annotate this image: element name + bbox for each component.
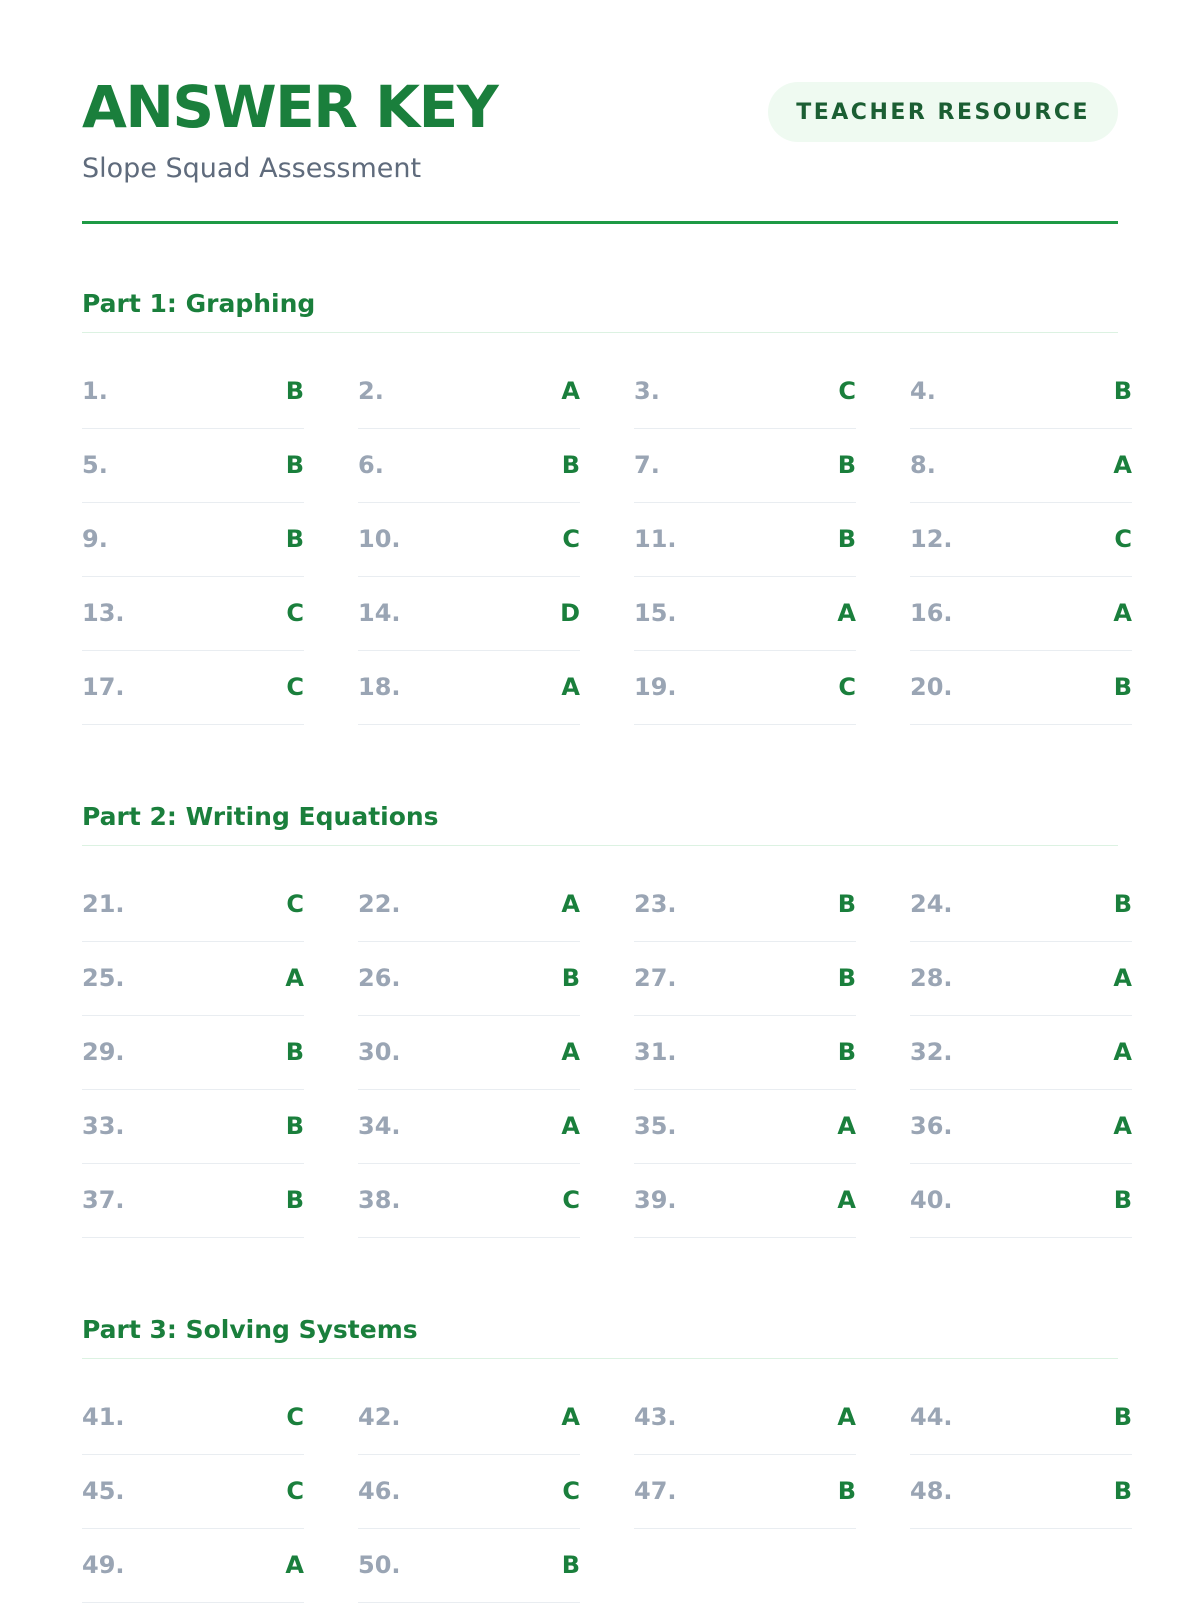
answer-letter: B	[1113, 889, 1132, 918]
answer-item	[910, 577, 1132, 651]
answer-letter: A	[1113, 963, 1132, 992]
answer-letter: B	[837, 1037, 856, 1066]
section-title: Part 3: Solving Systems	[82, 1290, 1118, 1359]
answer-letter: B	[1113, 1402, 1132, 1431]
answer-item	[634, 355, 856, 429]
question-number: 40.	[910, 1185, 953, 1214]
answer-grid	[82, 355, 1132, 725]
answer-letter: B	[285, 376, 304, 405]
answer-letter: A	[561, 889, 580, 918]
question-number: 25.	[82, 963, 125, 992]
answer-letter: B	[561, 1550, 580, 1579]
question-number: 14.	[358, 598, 401, 627]
answer-item	[634, 1016, 856, 1090]
answer-item	[358, 868, 580, 942]
answer-item	[634, 1455, 856, 1529]
answer-grid	[82, 868, 1132, 1238]
answer-item	[82, 942, 304, 1016]
answer-item	[82, 1016, 304, 1090]
answer-item	[82, 577, 304, 651]
answer-item	[82, 1164, 304, 1238]
question-number: 19.	[634, 672, 677, 701]
answer-letter: B	[1113, 376, 1132, 405]
answer-letter: A	[285, 963, 304, 992]
answer-letter: B	[285, 1185, 304, 1214]
question-number: 15.	[634, 598, 677, 627]
answer-item	[634, 1164, 856, 1238]
answer-item	[910, 942, 1132, 1016]
answer-letter: A	[1113, 1111, 1132, 1140]
answer-letter: A	[561, 672, 580, 701]
question-number: 11.	[634, 524, 677, 553]
answer-item	[358, 503, 580, 577]
answer-letter: C	[1114, 524, 1132, 553]
question-number: 33.	[82, 1111, 125, 1140]
answer-item	[82, 429, 304, 503]
question-number: 23.	[634, 889, 677, 918]
answer-letter: D	[560, 598, 580, 627]
question-number: 21.	[82, 889, 125, 918]
question-number: 29.	[82, 1037, 125, 1066]
question-number: 41.	[82, 1402, 125, 1431]
page-title: ANSWER KEY	[82, 73, 498, 141]
answer-item	[634, 942, 856, 1016]
question-number: 27.	[634, 963, 677, 992]
answer-letter: A	[561, 376, 580, 405]
answer-item	[910, 1016, 1132, 1090]
question-number: 39.	[634, 1185, 677, 1214]
answer-letter: A	[1113, 450, 1132, 479]
question-number: 12.	[910, 524, 953, 553]
question-number: 38.	[358, 1185, 401, 1214]
question-number: 35.	[634, 1111, 677, 1140]
answer-letter: A	[837, 1111, 856, 1140]
question-number: 3.	[634, 376, 660, 405]
question-number: 9.	[82, 524, 108, 553]
question-number: 17.	[82, 672, 125, 701]
answer-item	[634, 1381, 856, 1455]
answer-letter: C	[562, 524, 580, 553]
answer-letter: C	[562, 1185, 580, 1214]
section-writing-equations	[82, 777, 1132, 1238]
question-number: 4.	[910, 376, 936, 405]
answer-letter: C	[562, 1476, 580, 1505]
answer-item	[910, 1381, 1132, 1455]
answer-letter: A	[837, 598, 856, 627]
answer-item	[910, 651, 1132, 725]
question-number: 34.	[358, 1111, 401, 1140]
answer-item	[358, 1381, 580, 1455]
answer-letter: C	[286, 672, 304, 701]
question-number: 6.	[358, 450, 384, 479]
question-number: 45.	[82, 1476, 125, 1505]
answer-letter: B	[285, 450, 304, 479]
teacher-resource-badge: TEACHER RESOURCE	[768, 82, 1118, 142]
answer-item	[910, 868, 1132, 942]
question-number: 31.	[634, 1037, 677, 1066]
answer-letter: B	[561, 450, 580, 479]
answer-item	[82, 355, 304, 429]
answer-item	[358, 1090, 580, 1164]
answer-item	[82, 503, 304, 577]
answer-letter: A	[285, 1550, 304, 1579]
answer-letter: C	[286, 1402, 304, 1431]
answer-letter: C	[286, 598, 304, 627]
answer-item	[910, 355, 1132, 429]
answer-item	[82, 868, 304, 942]
answer-item	[634, 429, 856, 503]
section-title: Part 2: Writing Equations	[82, 777, 1118, 846]
answer-item	[358, 429, 580, 503]
question-number: 5.	[82, 450, 108, 479]
answer-letter: C	[286, 889, 304, 918]
answer-letter: B	[561, 963, 580, 992]
answer-item	[634, 503, 856, 577]
answer-grid	[82, 1381, 1132, 1603]
answer-item	[82, 1455, 304, 1529]
page-subtitle: Slope Squad Assessment	[82, 153, 422, 184]
question-number: 37.	[82, 1185, 125, 1214]
question-number: 48.	[910, 1476, 953, 1505]
answer-item	[358, 355, 580, 429]
answer-item	[910, 1090, 1132, 1164]
answer-item	[634, 868, 856, 942]
answer-letter: B	[1113, 1185, 1132, 1214]
question-number: 8.	[910, 450, 936, 479]
question-number: 30.	[358, 1037, 401, 1066]
question-number: 2.	[358, 376, 384, 405]
answer-letter: A	[561, 1111, 580, 1140]
answer-item	[82, 1381, 304, 1455]
answer-item	[910, 503, 1132, 577]
question-number: 44.	[910, 1402, 953, 1431]
question-number: 43.	[634, 1402, 677, 1431]
answer-item	[358, 1164, 580, 1238]
answer-letter: A	[837, 1185, 856, 1214]
answer-letter: A	[837, 1402, 856, 1431]
answer-item	[634, 1090, 856, 1164]
question-number: 42.	[358, 1402, 401, 1431]
question-number: 24.	[910, 889, 953, 918]
answer-item	[358, 1455, 580, 1529]
answer-letter: C	[838, 376, 856, 405]
answer-letter: B	[285, 1037, 304, 1066]
answer-letter: A	[561, 1037, 580, 1066]
question-number: 13.	[82, 598, 125, 627]
question-number: 26.	[358, 963, 401, 992]
question-number: 7.	[634, 450, 660, 479]
question-number: 20.	[910, 672, 953, 701]
answer-item	[358, 1529, 580, 1603]
answer-letter: C	[838, 672, 856, 701]
answer-item	[358, 577, 580, 651]
answer-letter: A	[1113, 598, 1132, 627]
answer-letter: B	[837, 963, 856, 992]
answer-item	[82, 1529, 304, 1603]
question-number: 32.	[910, 1037, 953, 1066]
answer-item	[910, 1164, 1132, 1238]
section-title: Part 1: Graphing	[82, 264, 1118, 333]
section-solving-systems	[82, 1290, 1132, 1603]
answer-item	[634, 577, 856, 651]
answer-item	[82, 1090, 304, 1164]
answer-letter: B	[837, 524, 856, 553]
answer-item	[634, 651, 856, 725]
section-graphing	[82, 264, 1132, 725]
answer-letter: B	[837, 889, 856, 918]
question-number: 10.	[358, 524, 401, 553]
question-number: 36.	[910, 1111, 953, 1140]
answer-item	[358, 651, 580, 725]
answer-letter: B	[837, 450, 856, 479]
header	[82, 0, 1118, 224]
answer-letter: B	[837, 1476, 856, 1505]
answer-letter: B	[1113, 1476, 1132, 1505]
question-number: 28.	[910, 963, 953, 992]
question-number: 46.	[358, 1476, 401, 1505]
question-number: 1.	[82, 376, 108, 405]
question-number: 22.	[358, 889, 401, 918]
question-number: 50.	[358, 1550, 401, 1579]
answer-item	[82, 651, 304, 725]
answer-item	[358, 1016, 580, 1090]
question-number: 16.	[910, 598, 953, 627]
answer-letter: A	[561, 1402, 580, 1431]
question-number: 49.	[82, 1550, 125, 1579]
question-number: 18.	[358, 672, 401, 701]
question-number: 47.	[634, 1476, 677, 1505]
answer-item	[358, 942, 580, 1016]
answer-letter: C	[286, 1476, 304, 1505]
answer-letter: B	[285, 524, 304, 553]
answer-item	[910, 429, 1132, 503]
answer-letter: B	[285, 1111, 304, 1140]
answer-letter: A	[1113, 1037, 1132, 1066]
answer-letter: B	[1113, 672, 1132, 701]
answer-item	[910, 1455, 1132, 1529]
